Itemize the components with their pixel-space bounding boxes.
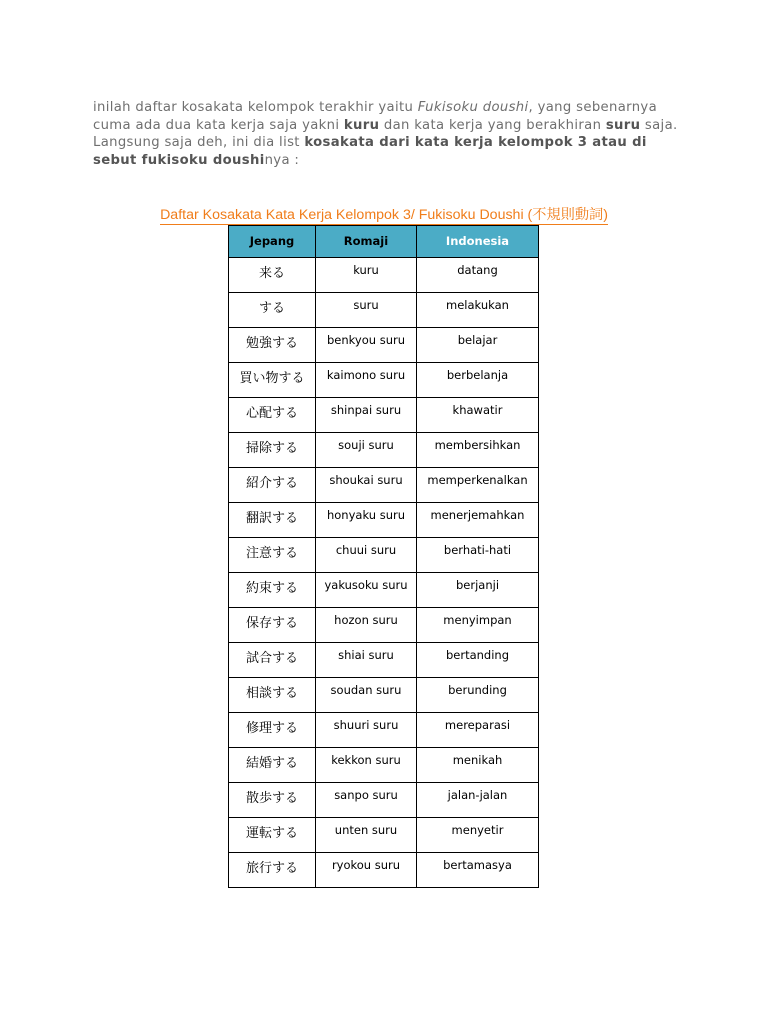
table-row [229,503,539,538]
cell-indonesia: belajar [417,328,539,363]
cell-indonesia: datang [417,258,539,293]
table-title-text: Daftar Kosakata Kata Kerja Kelompok 3/ Fukisoku Doushi (不規則動詞) [160,207,608,223]
table-row [229,258,539,293]
table-row [229,398,539,433]
cell-indonesia: memperkenalkan [417,468,539,503]
cell-jepang: 運転する [229,818,316,853]
cell-indonesia: bertamasya [417,853,539,888]
cell-jepang: 約束する [229,573,316,608]
cell-jepang: 紹介する [229,468,316,503]
cell-jepang: 勉強する [229,328,316,363]
vocabulary-table [228,225,539,888]
cell-romaji: yakusoku suru [316,573,417,608]
cell-romaji: ryokou suru [316,853,417,888]
cell-romaji: kekkon suru [316,748,417,783]
table-title [0,204,768,224]
cell-indonesia: menerjemahkan [417,503,539,538]
cell-indonesia: mereparasi [417,713,539,748]
intro-term-kuru: kuru [343,117,380,133]
cell-jepang: 結婚する [229,748,316,783]
header-romaji: Romaji [316,226,417,258]
cell-romaji: kuru [316,258,417,293]
cell-jepang: 翻訳する [229,503,316,538]
cell-jepang: 掃除する [229,433,316,468]
table-row [229,573,539,608]
table-row [229,293,539,328]
cell-indonesia: menikah [417,748,539,783]
cell-jepang: 心配する [229,398,316,433]
cell-indonesia: bertanding [417,643,539,678]
cell-jepang: 修理する [229,713,316,748]
table-row [229,783,539,818]
cell-romaji: shuuri suru [316,713,417,748]
cell-jepang: 注意する [229,538,316,573]
cell-indonesia: berjanji [417,573,539,608]
cell-romaji: sanpo suru [316,783,417,818]
intro-emphasis: kosakata dari kata kerja kelompok 3 atau di sebut fukisoku doushi [93,135,647,168]
cell-indonesia: berunding [417,678,539,713]
cell-jepang: 旅行する [229,853,316,888]
cell-romaji: honyaku suru [316,503,417,538]
cell-indonesia: jalan-jalan [417,783,539,818]
cell-indonesia: berhati-hati [417,538,539,573]
table-row [229,538,539,573]
cell-jepang: する [229,293,316,328]
cell-romaji: chuui suru [316,538,417,573]
intro-paragraph [93,99,693,169]
header-indonesia: Indonesia [417,226,539,258]
cell-indonesia: membersihkan [417,433,539,468]
intro-text: dan kata kerja yang berakhiran [379,117,606,133]
table-row [229,468,539,503]
cell-romaji: souji suru [316,433,417,468]
table-row [229,853,539,888]
cell-romaji: suru [316,293,417,328]
cell-indonesia: melakukan [417,293,539,328]
cell-indonesia: berbelanja [417,363,539,398]
cell-romaji: kaimono suru [316,363,417,398]
cell-romaji: soudan suru [316,678,417,713]
table-row [229,328,539,363]
intro-text: , yang sebenarnya cuma ada dua kata kerja saja yakni [93,100,657,133]
table-row [229,433,539,468]
cell-romaji: benkyou suru [316,328,417,363]
cell-romaji: hozon suru [316,608,417,643]
intro-term-fukisoku-doushi: Fukisoku doushi [417,100,529,116]
cell-jepang: 相談する [229,678,316,713]
table-header-row [229,226,539,258]
table-row [229,678,539,713]
table-row [229,643,539,678]
cell-indonesia: khawatir [417,398,539,433]
cell-romaji: shinpai suru [316,398,417,433]
cell-jepang: 買い物する [229,363,316,398]
cell-romaji: unten suru [316,818,417,853]
cell-indonesia: menyetir [417,818,539,853]
intro-term-suru: suru [605,117,641,133]
table-row [229,818,539,853]
table-row [229,363,539,398]
cell-romaji: shiai suru [316,643,417,678]
header-jepang: Jepang [229,226,316,258]
intro-text: nya : [264,152,300,168]
cell-jepang: 試合する [229,643,316,678]
cell-romaji: shoukai suru [316,468,417,503]
table-body [229,258,539,888]
intro-text: saja. Langsung saja deh, ini dia list [93,117,678,151]
cell-jepang: 散歩する [229,783,316,818]
cell-jepang: 来る [229,258,316,293]
intro-text: inilah daftar kosakata kelompok terakhir yaitu [93,100,418,116]
cell-indonesia: menyimpan [417,608,539,643]
table-row [229,748,539,783]
cell-jepang: 保存する [229,608,316,643]
table-row [229,713,539,748]
table-row [229,608,539,643]
